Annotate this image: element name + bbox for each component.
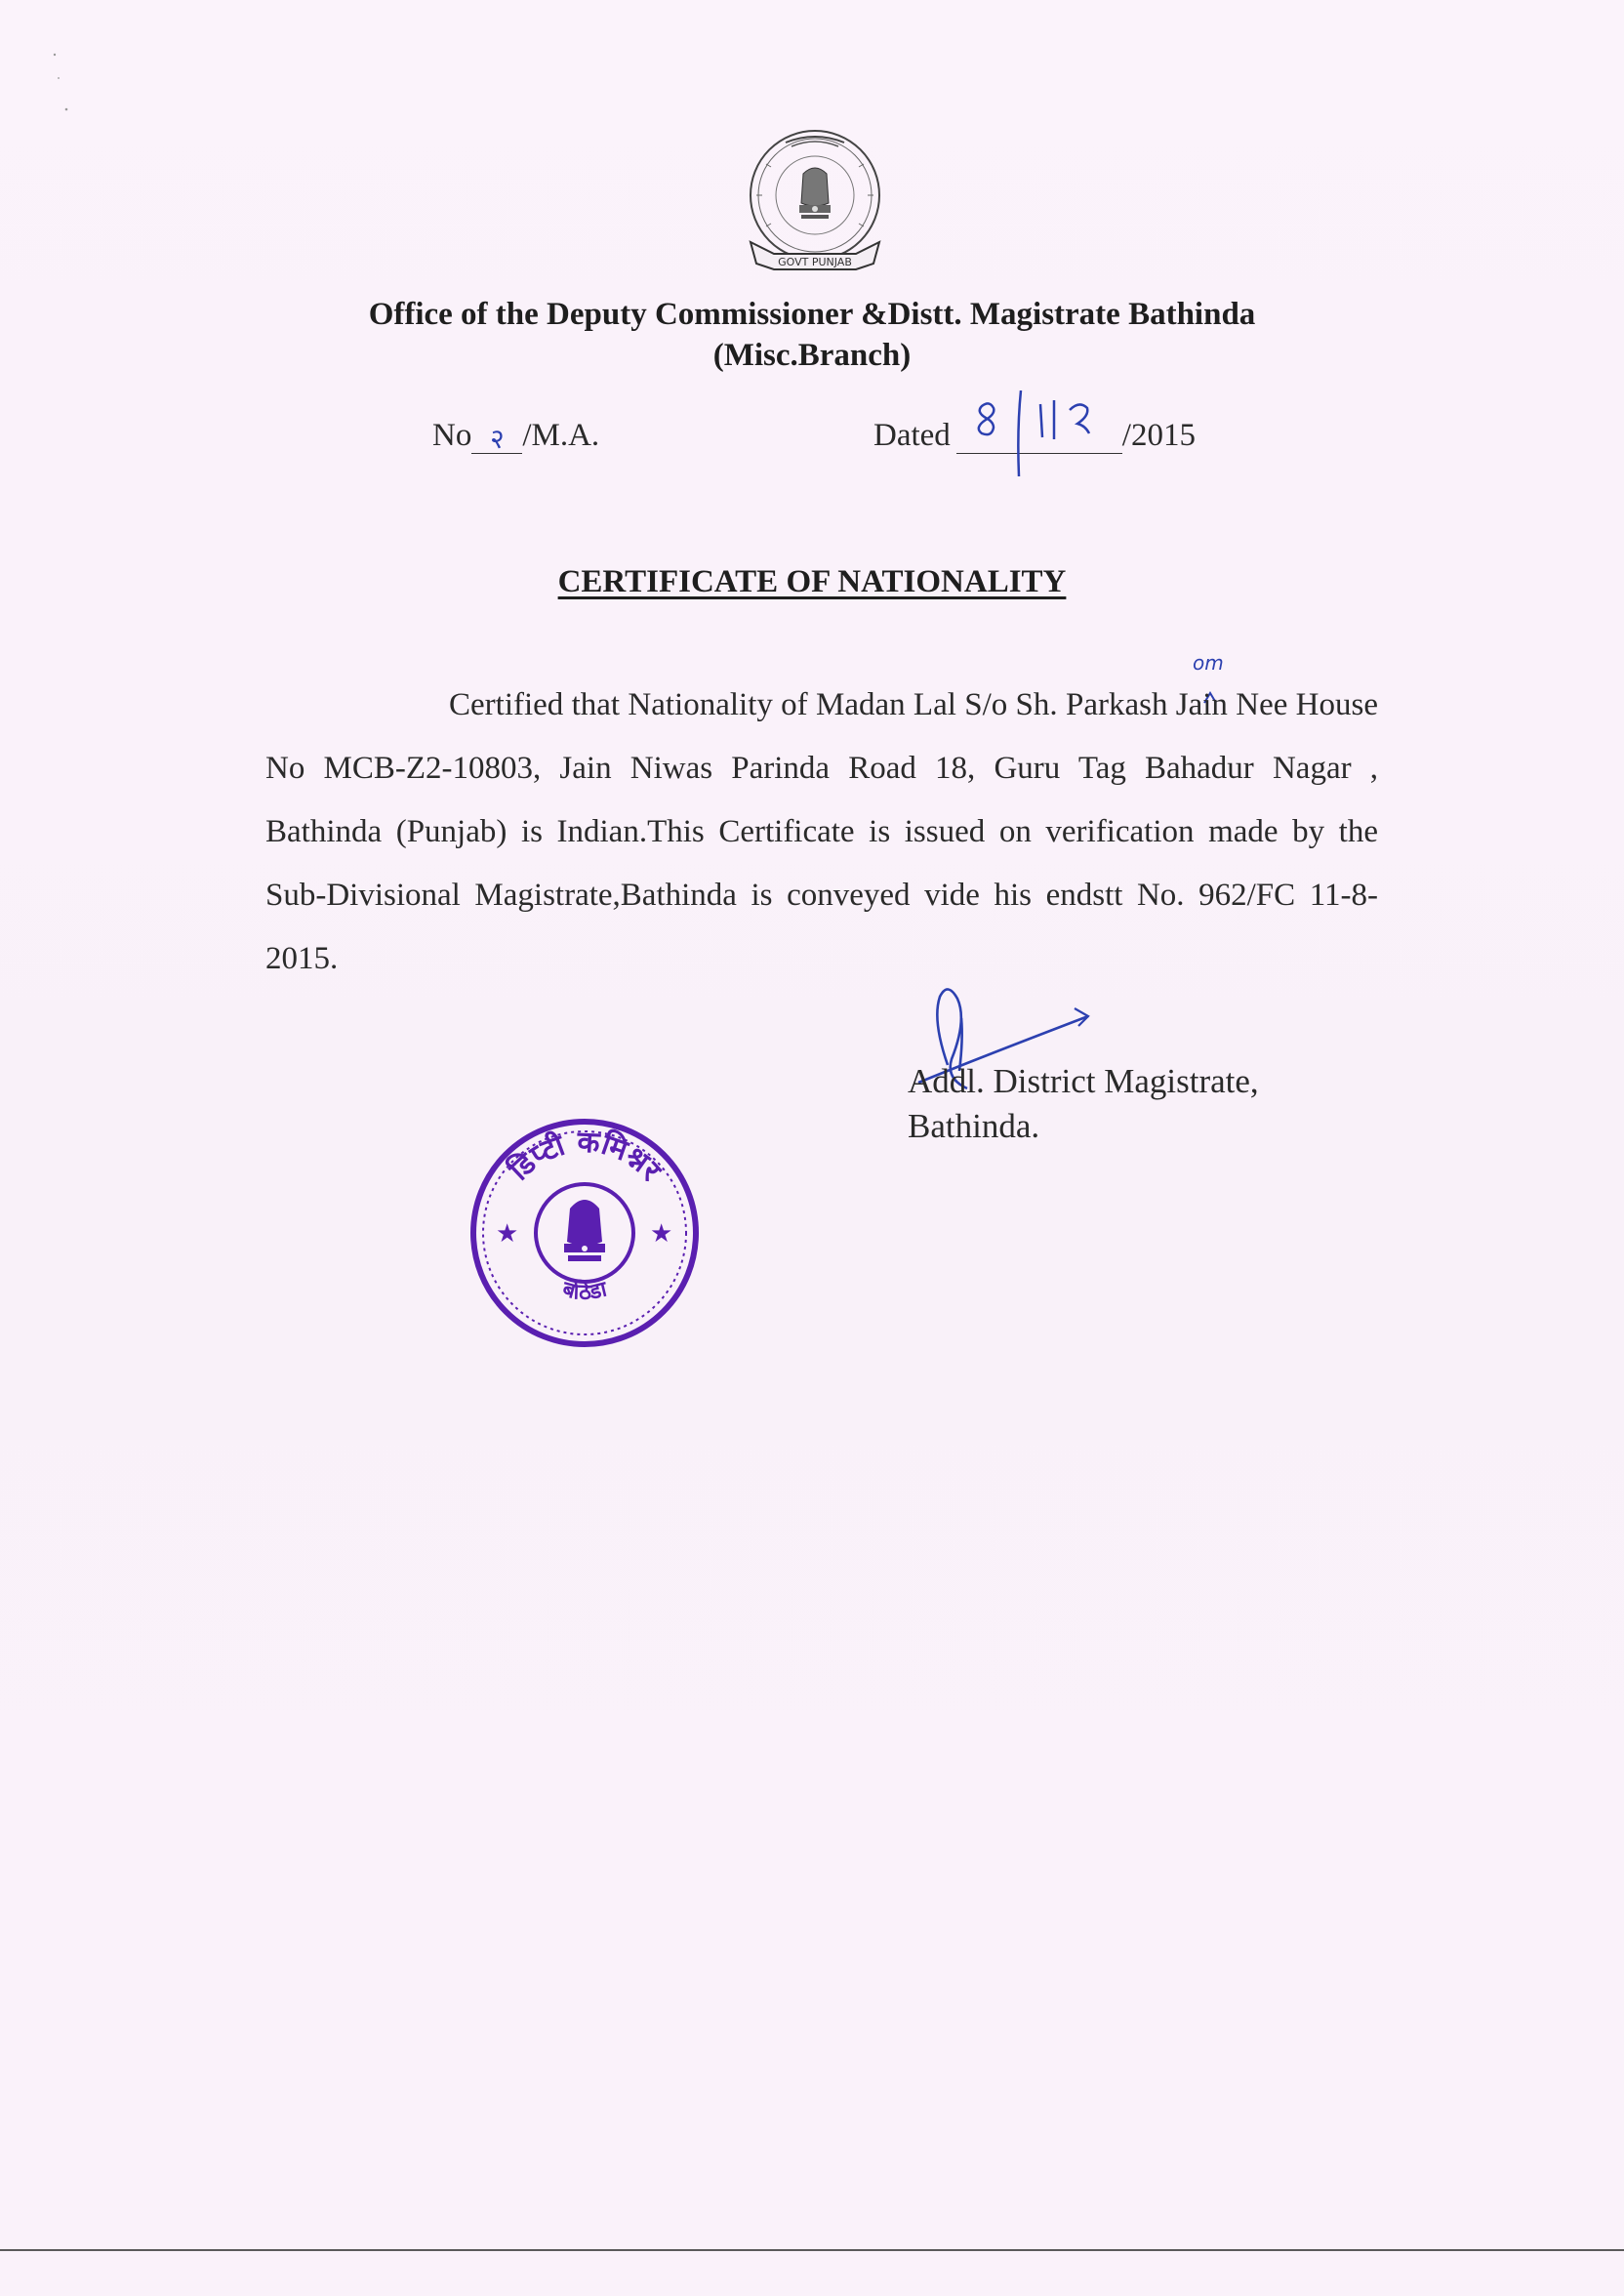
svg-text:डिप्टी कमिश्नर: डिप्टी कमिश्नर <box>503 1125 668 1188</box>
certificate-title: CERTIFICATE OF NATIONALITY <box>557 564 1067 599</box>
official-seal-stamp <box>465 1113 705 1353</box>
bottom-rule <box>0 2249 1624 2251</box>
dated-label: Dated <box>873 418 951 453</box>
certificate-body <box>265 674 1378 991</box>
svg-text:om: om <box>1193 651 1224 675</box>
signatory-designation: Addl. District Magistrate, <box>908 1062 1259 1100</box>
reference-number <box>432 418 599 454</box>
ref-no-suffix: /M.A. <box>522 418 600 453</box>
signatory-block <box>908 1059 1259 1149</box>
svg-text:बठिंडा: बठिंडा <box>559 1277 610 1306</box>
office-title: Office of the Deputy Commissioner &Distt. Magistrate Bathinda <box>368 297 1256 332</box>
handwritten-date <box>956 390 1122 478</box>
signatory-place: Bathinda. <box>908 1107 1040 1145</box>
ref-no-value: २ <box>471 420 522 454</box>
date-blank <box>956 420 1122 454</box>
emblem-label: GOVT PUNJAB <box>778 256 852 268</box>
date-line <box>873 418 1196 454</box>
year-suffix: /2015 <box>1121 418 1196 453</box>
ref-no-prefix: No <box>432 418 472 453</box>
scan-speck <box>47 49 76 127</box>
svg-text:★: ★ <box>496 1219 519 1249</box>
branch-title: (Misc.Branch) <box>712 338 912 373</box>
certificate-body-text: Certified that Nationality of Madan Lal S/o Sh. Parkash Jain Nee House No MCB-Z2-10803, Jain Niwas Parinda Road 18, Guru Tag Bahadur Nagar , Bathinda (Punjab) is Indian.This Certificate is issued on verification made by the Sub-Divisional Magistrate,Bathinda is conveyed vide his endstt No. 962/FC 11-8-2015. <box>265 687 1378 976</box>
govt-punjab-emblem-icon <box>717 125 913 286</box>
svg-text:★: ★ <box>650 1219 673 1249</box>
